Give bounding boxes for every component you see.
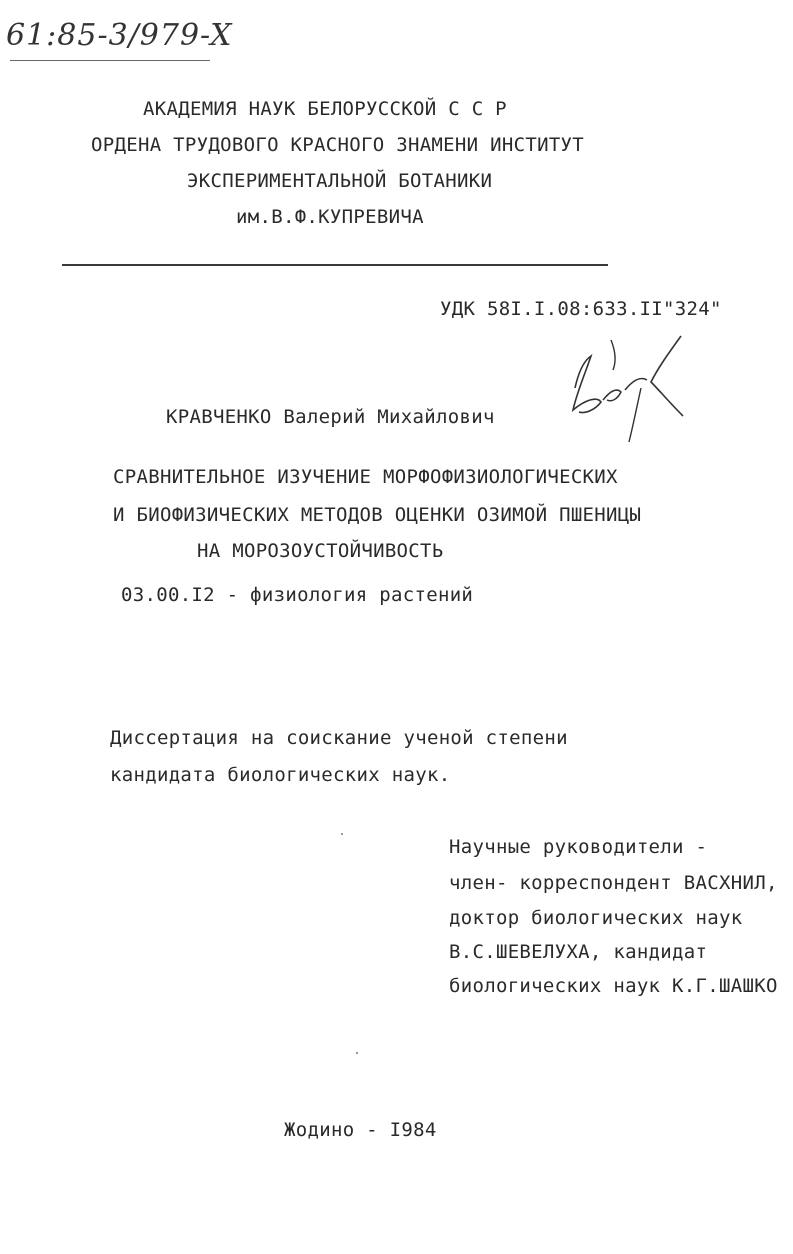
- supervisors-line-5: биологических наук К.Г.ШАШКО: [449, 975, 778, 997]
- signature: [555, 330, 695, 445]
- supervisors-line-3: доктор биологических наук: [449, 907, 743, 929]
- header-line-order: ОРДЕНА ТРУДОВОГО КРАСНОГО ЗНАМЕНИ ИНСТИТУТ: [91, 134, 585, 156]
- dissertation-line-2: кандидата биологических наук.: [110, 764, 451, 786]
- speck: [356, 1052, 358, 1054]
- header-line-named-after: им.В.Ф.КУПРЕВИЧА: [236, 206, 424, 228]
- supervisors-line-1: Научные руководители -: [449, 836, 708, 858]
- specialty-code: 03.00.I2 - физиология растений: [121, 584, 474, 606]
- udc-code: УДК 58I.I.08:633.II"324": [440, 298, 722, 320]
- archive-mark-underline: [10, 60, 210, 61]
- speck: [341, 833, 343, 835]
- archive-mark: 61:85-3/979-X: [6, 18, 233, 53]
- place-and-year: Жодино - I984: [284, 1119, 437, 1141]
- author-name: КРАВЧЕНКО Валерий Михайлович: [166, 406, 495, 428]
- supervisors-line-2: член- корреспондент ВАСХНИЛ,: [449, 872, 778, 894]
- title-line-2: И БИОФИЗИЧЕСКИХ МЕТОДОВ ОЦЕНКИ ОЗИМОЙ ПШЕНИЦЫ: [113, 504, 642, 526]
- header-line-institute: ЭКСПЕРИМЕНТАЛЬНОЙ БОТАНИКИ: [187, 170, 493, 192]
- title-line-3: НА МОРОЗОУСТОЙЧИВОСТЬ: [197, 540, 444, 562]
- dissertation-line-1: Диссертация на соискание ученой степени: [110, 727, 568, 749]
- header-line-academy: АКАДЕМИЯ НАУК БЕЛОРУССКОЙ С С Р: [143, 98, 507, 120]
- title-line-1: СРАВНИТЕЛЬНОЕ ИЗУЧЕНИЕ МОРФОФИЗИОЛОГИЧЕСКИХ: [113, 466, 618, 488]
- supervisors-line-4: В.С.ШЕВЕЛУХА, кандидат: [449, 941, 708, 963]
- header-divider: [62, 264, 608, 266]
